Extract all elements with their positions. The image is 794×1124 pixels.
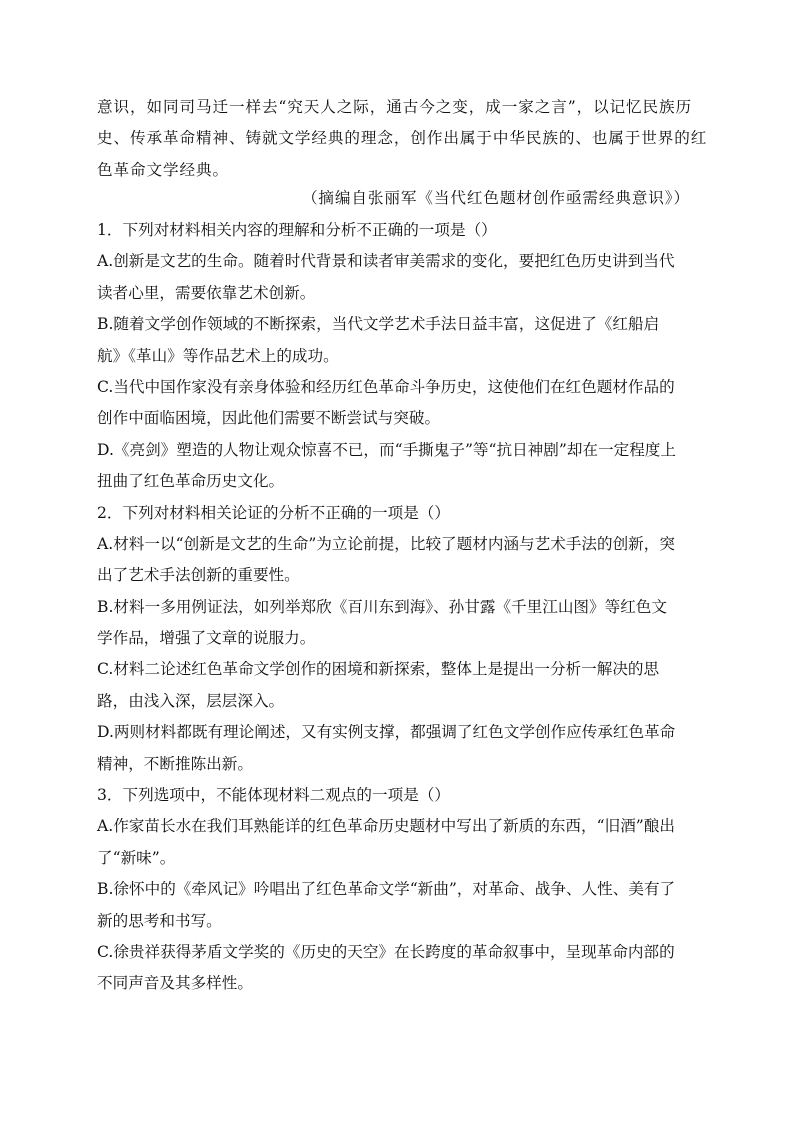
option-line: C.当代中国作家没有亲身体验和经历红色革命斗争历史，这使他们在红色题材作品的	[97, 377, 675, 396]
question-stem: 3．下列选项中，不能体现材料二观点的一项是（）	[97, 786, 450, 805]
intro-line: 意识，如同司马迁一样去“究天人之际，通古今之变，成一家之言”，以记忆民族历	[97, 98, 693, 116]
intro-paragraph	[97, 92, 708, 186]
option-line: 路，由浅入深，层层深入。	[97, 691, 285, 710]
option-line: A.创新是文艺的生命。随着时代背景和读者审美需求的变化，要把红色历史讲到当代	[97, 252, 675, 271]
questions-block	[97, 215, 697, 1000]
option-line: 学作品，增强了文章的说服力。	[97, 629, 316, 648]
question-stem: 1．下列对材料相关内容的理解和分析不正确的一项是（）	[97, 221, 497, 239]
option-line: 创作中面临困境，因此他们需要不断尝试与突破。	[97, 409, 441, 428]
option-line: C.材料二论述红色革命文学创作的困境和新探索，整体上是提出一分析一解决的思	[97, 660, 660, 679]
option-line: B.随着文学创作领域的不断探索，当代文学艺术手法日益丰富，这促进了《红船启	[97, 315, 660, 334]
option-line: 精神，不断推陈出新。	[97, 754, 253, 773]
option-line: D.两则材料都既有理论阐述，又有实例支撑，都强调了红色文学创作应传承红色革命	[97, 723, 676, 742]
option-line: 读者心里，需要依靠艺术创新。	[97, 283, 316, 302]
option-line: B.材料一多用例证法，如列举郑欣《百川东到海》、孙甘露《千里江山图》等红色文	[97, 597, 667, 616]
option-line: A.作家苗长水在我们耳熟能详的红色革命历史题材中写出了新质的东西，“旧酒”酿出	[97, 817, 675, 836]
question-stem: 2．下列对材料相关论证的分析不正确的一项是（）	[97, 503, 450, 522]
source-citation: （摘编自张丽军《当代红色题材创作亟需经典意识》）	[301, 189, 690, 207]
option-line: B.徐怀中的《牵风记》吟唱出了红色革命文学“新曲”，对革命、战争、人性、美有了	[97, 880, 676, 899]
option-line: 新的思考和书写。	[97, 911, 222, 930]
option-line: 扭曲了红色革命历史文化。	[97, 472, 285, 491]
option-line: D.《亮剑》塑造的人物让观众惊喜不已，而“手撕鬼子”等“抗日神剧”却在一定程度上	[97, 440, 676, 459]
option-line: 了“新味”。	[97, 848, 176, 867]
option-line: 出了艺术手法创新的重要性。	[97, 566, 300, 585]
option-line: 不同声音及其多样性。	[97, 974, 253, 993]
intro-line: 色革命文学经典。	[97, 160, 229, 179]
option-line: C.徐贵祥获得茅盾文学奖的《历史的天空》在长跨度的革命叙事中，呈现革命内部的	[97, 942, 675, 961]
option-line: A.材料一以“创新是文艺的生命”为立论前提，比较了题材内涵与艺术手法的创新，突	[97, 534, 675, 553]
option-line: 航》《革山》等作品艺术上的成功。	[97, 346, 339, 365]
intro-line: 史、传承革命精神、铸就文学经典的理念，创作出属于中华民族的、也属于世界的红	[97, 129, 708, 148]
